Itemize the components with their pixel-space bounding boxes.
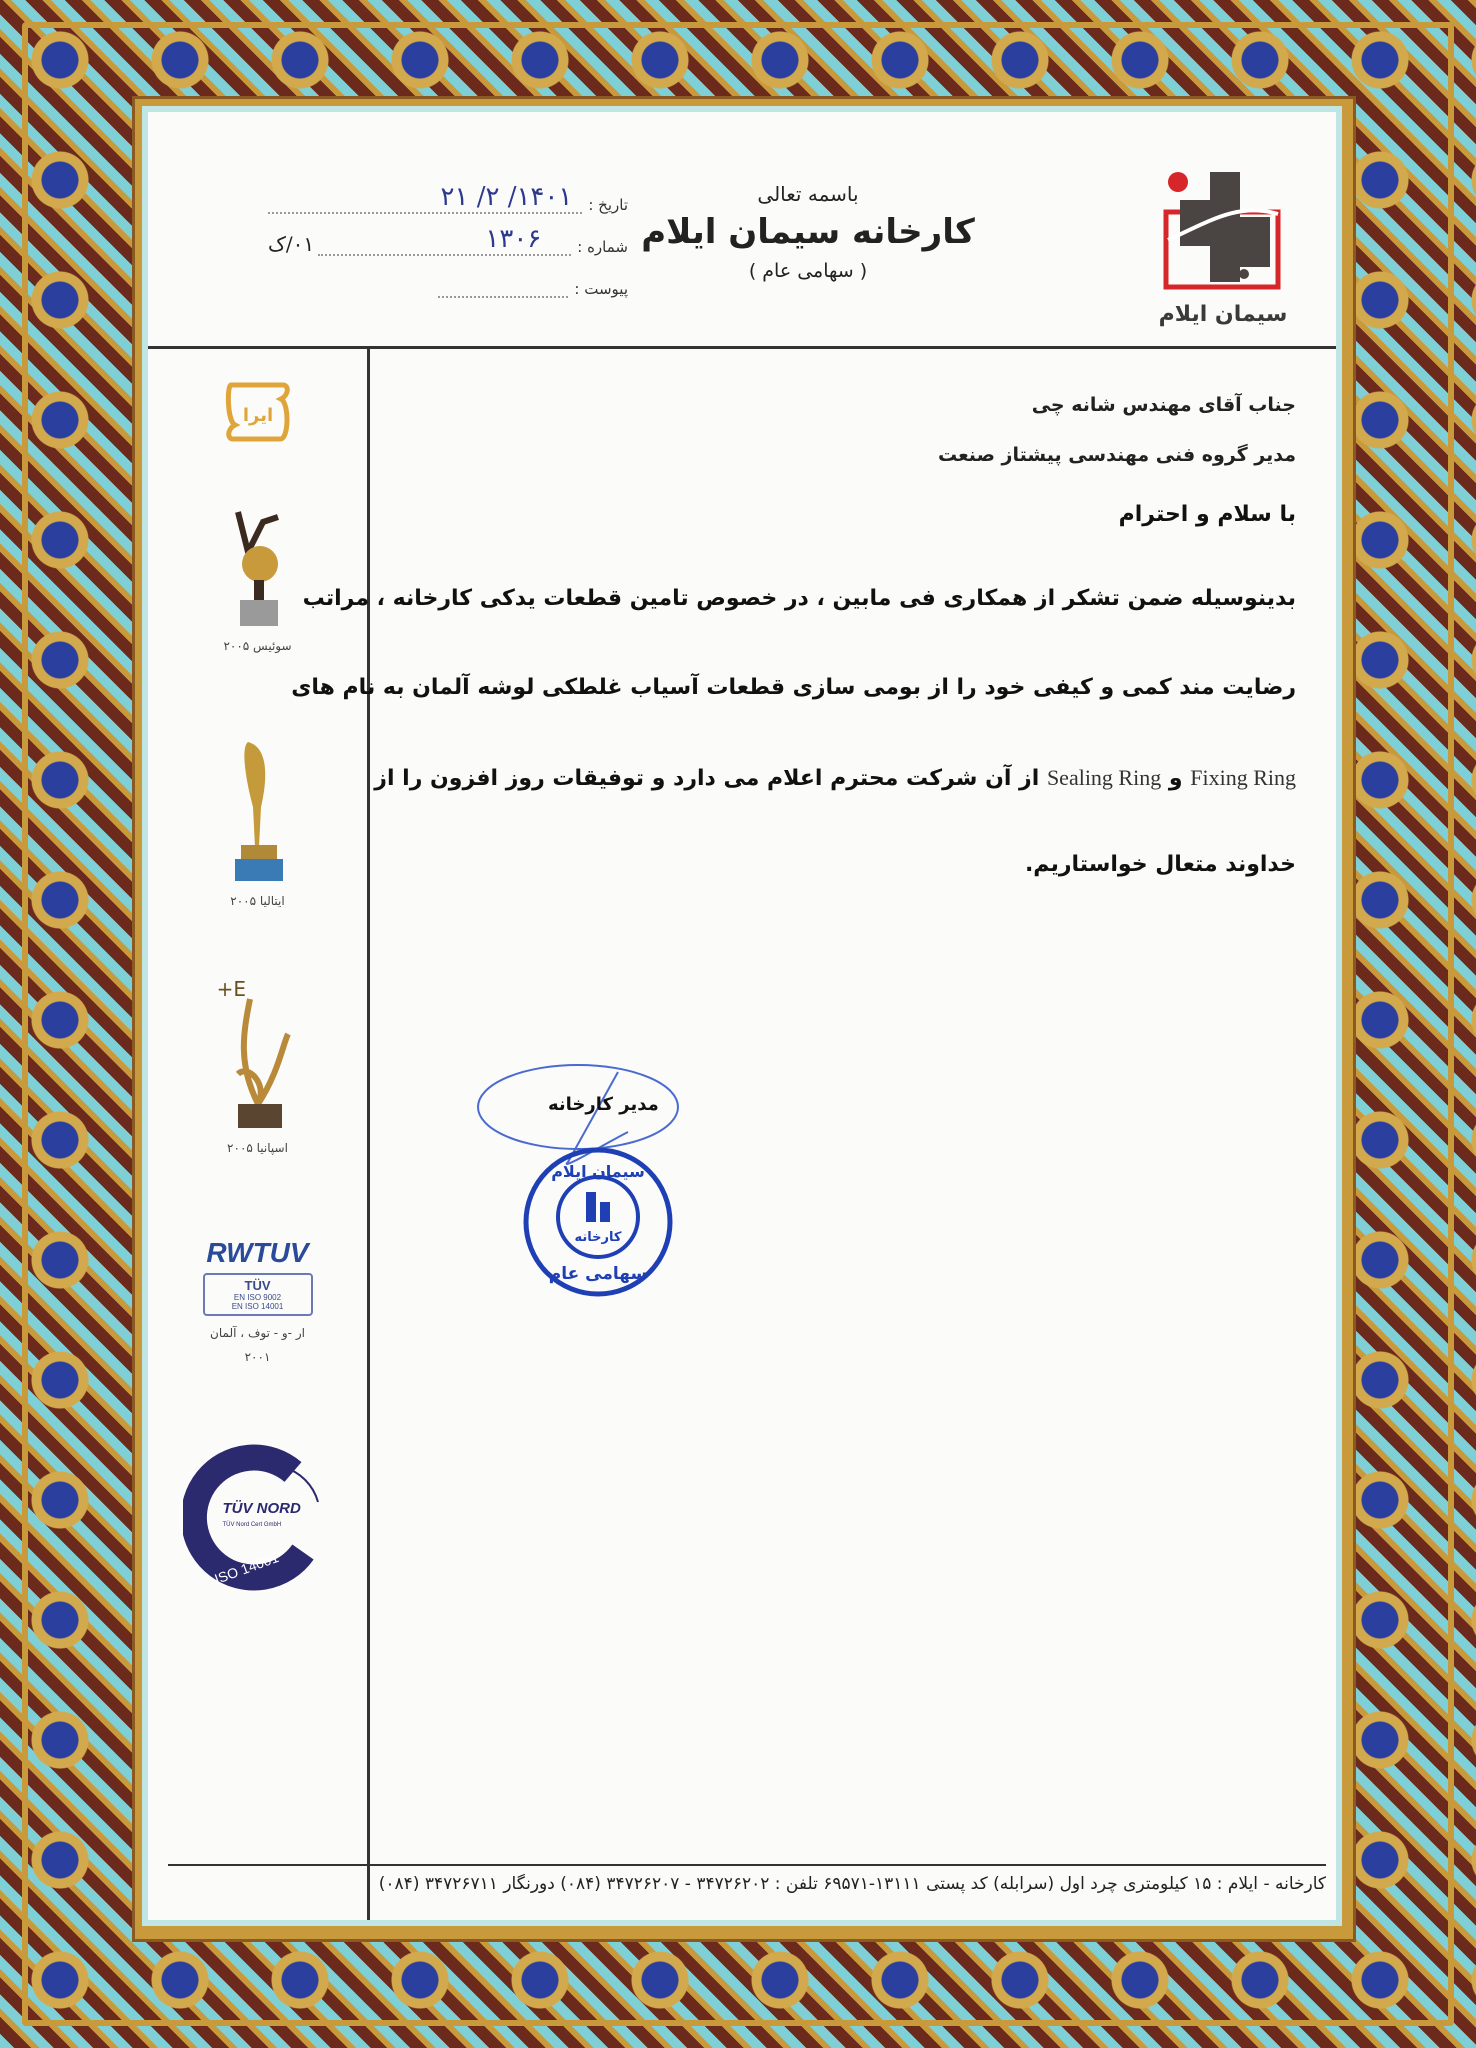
recipient-name: جناب آقای مهندس شانه چی: [1031, 394, 1296, 416]
rwtuv-brand: RWTUV: [206, 1237, 309, 1268]
footer-divider: [168, 1864, 1326, 1866]
stamp-inner-text: کارخانه: [574, 1230, 622, 1245]
attachment-row: [438, 256, 628, 298]
footer-address: کارخانه - ایلام : ۱۵ کیلومتری چرد اول (سرابله) کد پستی ۱۳۱۱۱-۶۹۵۷۱ تلفن : ۳۴۷۲۶۲۰۲ - ۳۴۷۲۶۲۰۷ (۰۸۴) دورنگار ۳۴۷۲۶۷۱۱ (۰۸۴): [378, 1874, 1326, 1894]
stamp-outer-text: سیمان ایلام: [551, 1162, 645, 1181]
signature-block: [468, 1052, 728, 1322]
stamp-bottom-text: سهامی عام: [548, 1264, 648, 1284]
body-line-2: رضایت مند کمی و کیفی خود را از بومی سازی قطعات آسیاب غلطکی لوشه آلمان به نام های: [291, 675, 1296, 700]
tuv-nord-brand: TÜV NORD: [222, 1500, 301, 1517]
award-spain: [148, 974, 367, 1155]
logo-caption: سیمان ایلام: [1158, 302, 1288, 327]
date-label: تاریخ :: [588, 196, 628, 214]
company-type: ( سهامی عام ): [748, 260, 868, 282]
standard-mark-icon: [223, 377, 293, 447]
sidebar-divider: [367, 346, 370, 1920]
number-value: ۱۳۰۶: [485, 224, 542, 254]
svg-text:E+: E+: [217, 977, 246, 1001]
company-name: کارخانه سیمان ایلام: [641, 212, 975, 252]
attachment-label: پیوست :: [574, 280, 628, 298]
header-divider: [148, 346, 1336, 349]
rwtuv-cert: [148, 1237, 367, 1364]
date-row: [268, 172, 628, 214]
award-caption: سوئیس ۲۰۰۵: [223, 639, 292, 653]
letter-meta: [268, 172, 628, 298]
trophy-icon: [218, 974, 298, 1134]
tuv-badge-line: EN ISO 14001: [231, 1302, 284, 1311]
body-line-3: [374, 765, 1296, 791]
tuv-badge: [203, 1273, 313, 1316]
body-line-3-text: از آن شرکت محترم اعلام می دارد و توفیقات روز افزون را از: [374, 766, 1040, 791]
award-caption: ایتالیا ۲۰۰۵: [230, 894, 285, 908]
salutation: با سلام و احترام: [1118, 502, 1296, 527]
bismillah: باسمه تعالی: [757, 182, 859, 206]
body-line-4: خداوند متعال خواستاریم.: [1024, 852, 1296, 877]
tuv-badge-title: TÜV: [244, 1278, 271, 1293]
letterhead-title: [628, 182, 988, 282]
body-line-1: بدینوسیله ضمن تشکر از همکاری فی مابین ، در خصوص تامین قطعات یدکی کارخانه ، مراتب: [302, 586, 1296, 611]
award-switzerland: [148, 502, 367, 653]
tuv-nord-sub: TÜV Nord Cert GmbH: [222, 1522, 282, 1528]
standard-logo: [148, 377, 367, 450]
company-logo-icon: [1158, 162, 1288, 292]
number-suffix: ۰۱/ک: [268, 232, 315, 256]
cert-caption: ار -و - توف ، آلمان: [210, 1326, 305, 1340]
trophy-icon: [218, 502, 298, 632]
number-row: [268, 214, 628, 256]
iso-label: ISO 14001: [211, 1549, 281, 1587]
signature-title: مدیر کارخانه: [548, 1094, 659, 1115]
conjunction: و: [1168, 766, 1183, 791]
tuv-nord-cert: [148, 1442, 367, 1592]
letter-page: [148, 112, 1336, 1920]
number-label: شماره :: [577, 238, 628, 256]
part-sealing-ring: Sealing Ring: [1046, 765, 1162, 790]
trophy-icon: [223, 737, 293, 887]
tuv-badge-line: EN ISO 9002: [233, 1293, 282, 1302]
svg-text:ایرا: ایرا: [242, 405, 273, 426]
date-value: ۱۴۰۱/ ۲/ ۲۱: [440, 182, 573, 212]
cert-year: ۲۰۰۱: [244, 1350, 271, 1364]
part-fixing-ring: Fixing Ring: [1190, 765, 1296, 790]
award-caption: اسپانیا ۲۰۰۵: [227, 1141, 288, 1155]
award-italy: [148, 737, 367, 908]
recipient-title: مدیر گروه فنی مهندسی پیشتاز صنعت: [937, 444, 1296, 466]
